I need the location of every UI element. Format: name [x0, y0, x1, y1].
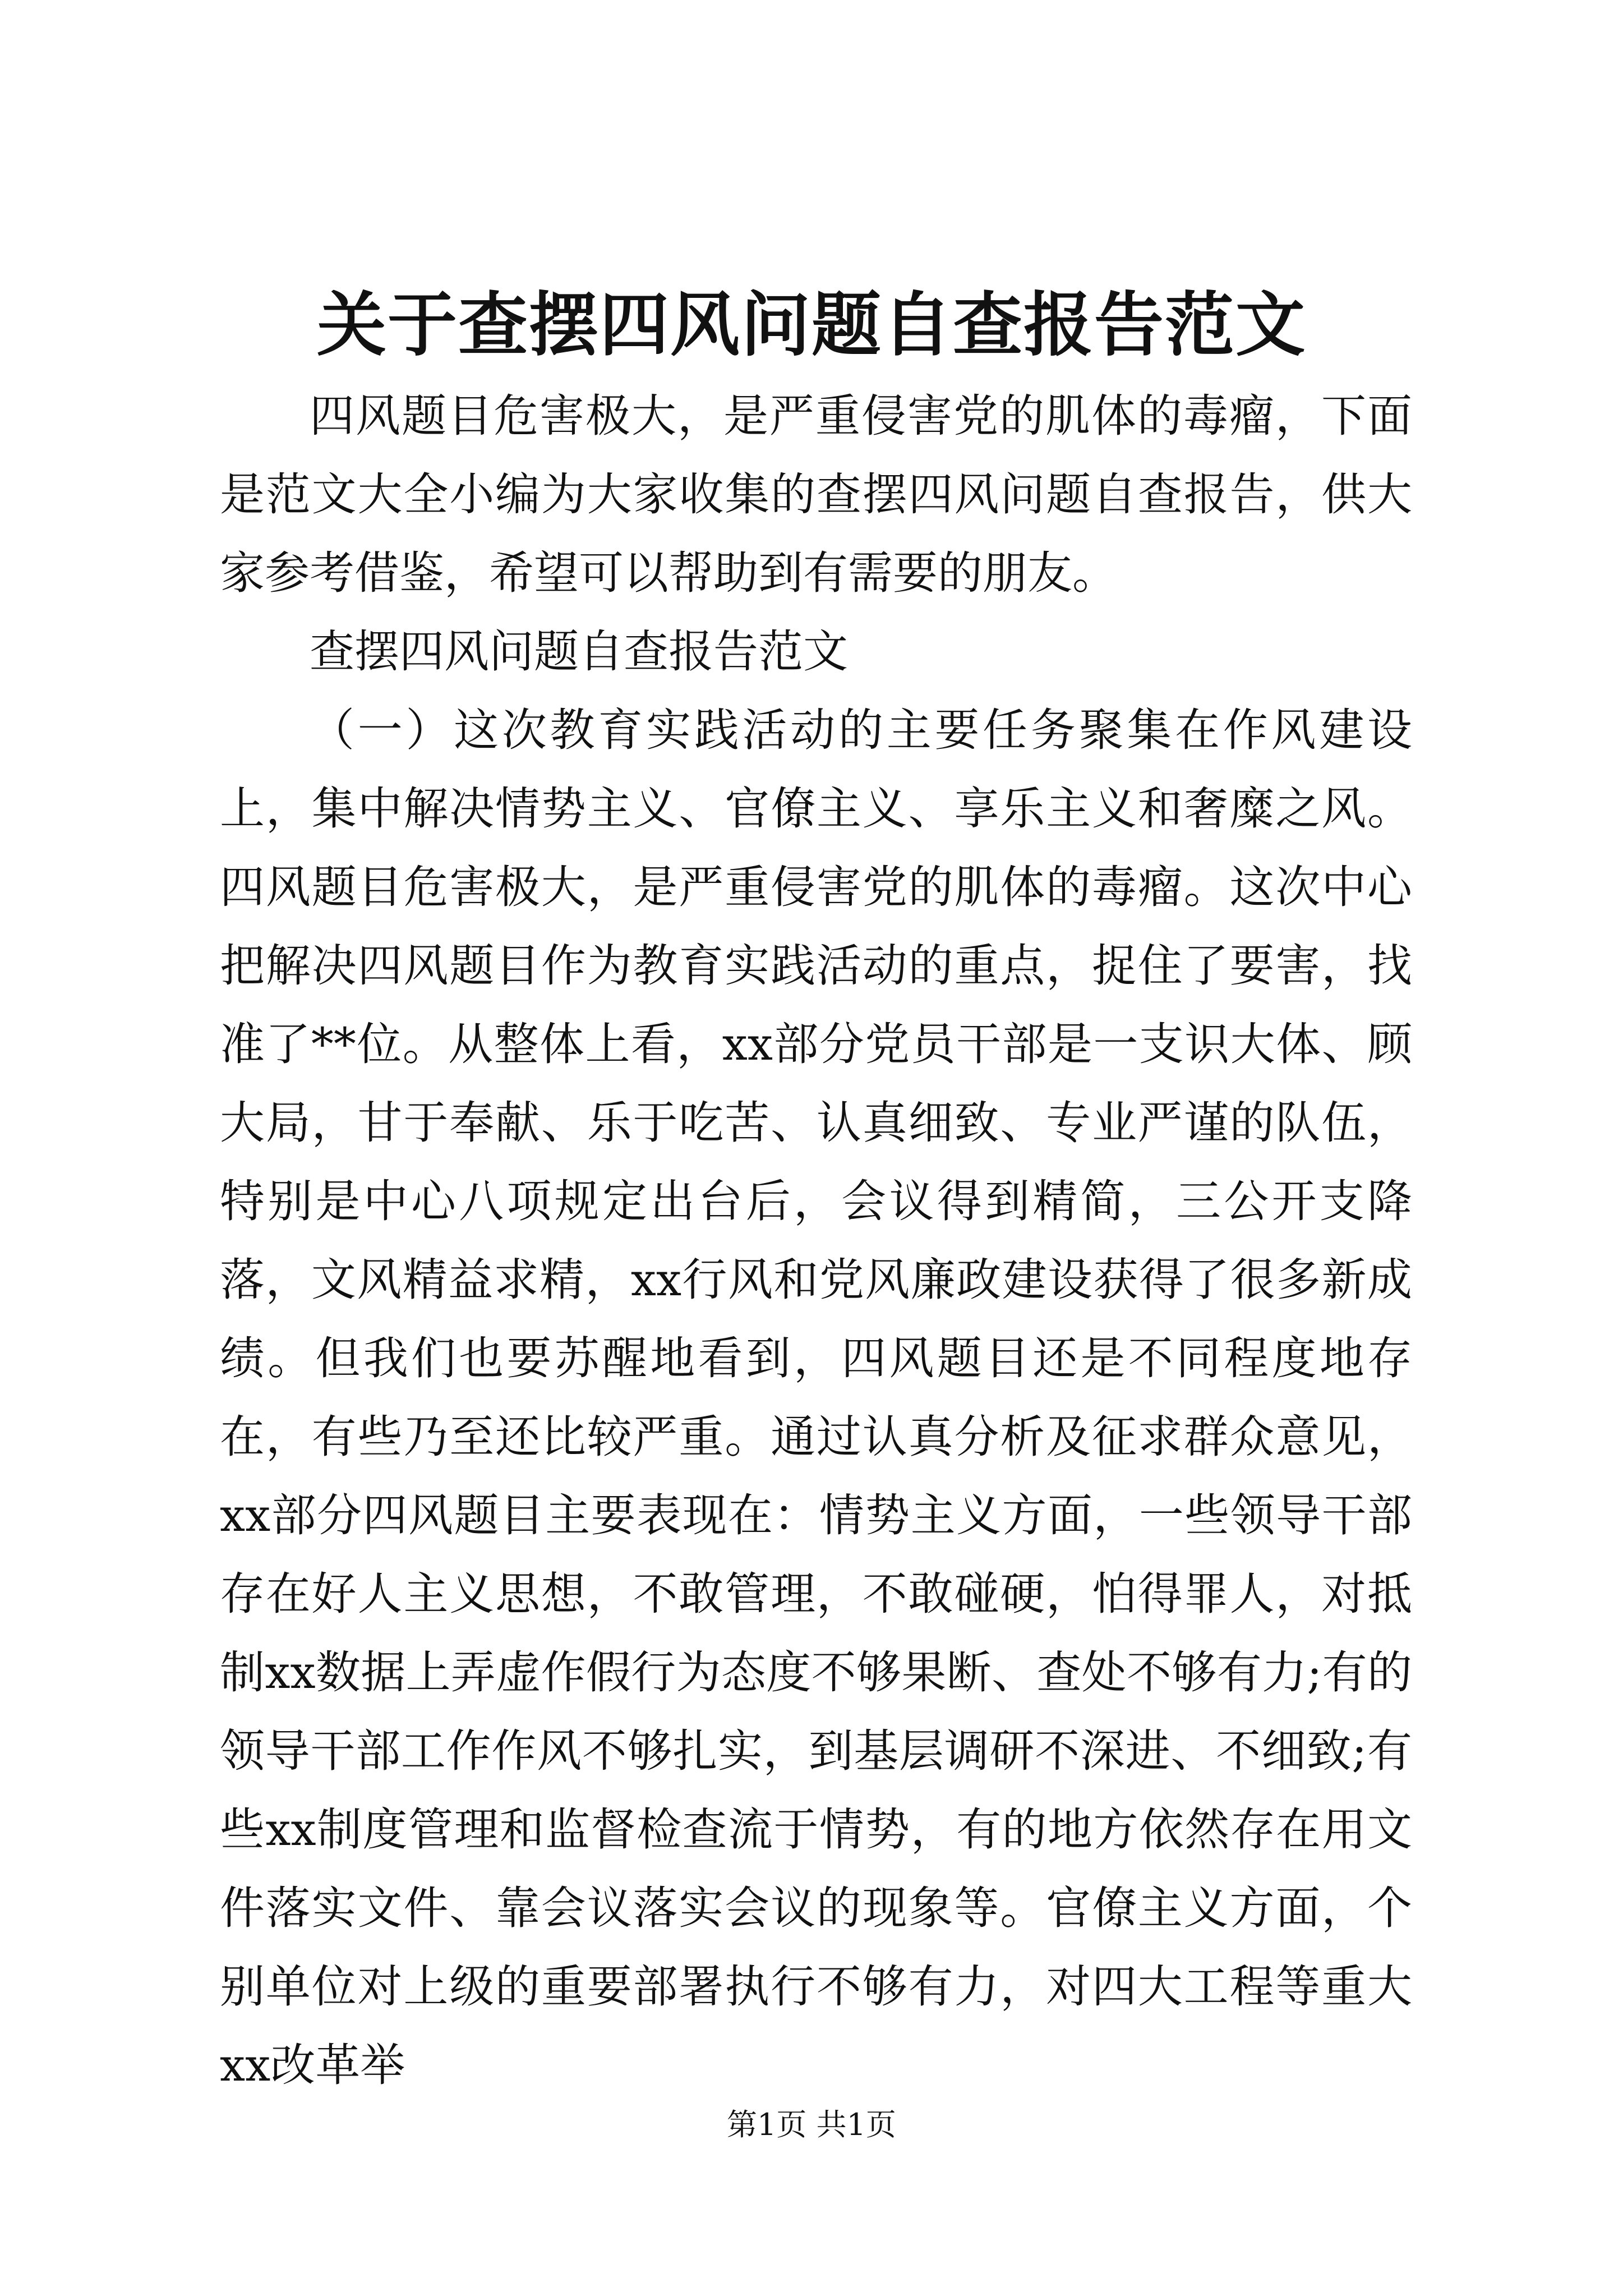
page-number-footer: 第1页 共1页: [727, 2107, 896, 2142]
section-1-paragraph: （一）这次教育实践活动的主要任务聚集在作风建设上，集中解决情势主义、官僚主义、享乐主义和奢糜之风。四风题目危害极大，是严重侵害党的肌体的毒瘤。这次中心把解决四风题目作为教育实践活动的重点，捉住了要害，找准了**位。从整体上看，xx部分党员干部是一支识大体、顾大局，甘于奉献、乐于吃苦、认真细致、专业严谨的队伍，特别是中心八项规定出台后，会议得到精简，三公开支降落，文风精益求精，xx行风和党风廉政建设获得了很多新成绩。但我们也要苏醒地看到，四风题目还是不同程度地存在，有些乃至还比较严重。通过认真分析及征求群众意见，xx部分四风题目主要表现在：情势主义方面，一些领导干部存在好人主义思想，不敢管理，不敢碰硬，怕得罪人，对抵制xx数据上弄虚作假行为态度不够果断、查处不够有力;有的领导干部工作作风不够扎实，到基层调研不深进、不细致;有些xx制度管理和监督检查流于情势，有的地方依然存在用文件落实文件、靠会议落实会议的现象等。官僚主义方面，个别单位对上级的重要部署执行不够有力，对四大工程等重大xx改革举: [220, 704, 1412, 2091]
document-body: [220, 377, 1412, 2105]
document-title: 关于查摆四风问题自查报告范文: [316, 284, 1306, 366]
subheading-paragraph: 查摆四风问题自查报告范文: [310, 625, 848, 678]
intro-paragraph: 四风题目危害极大，是严重侵害党的肌体的毒瘤，下面是范文大全小编为大家收集的查摆四风问题自查报告，供大家参考借鉴，希望可以帮助到有需要的朋友。: [220, 390, 1412, 599]
